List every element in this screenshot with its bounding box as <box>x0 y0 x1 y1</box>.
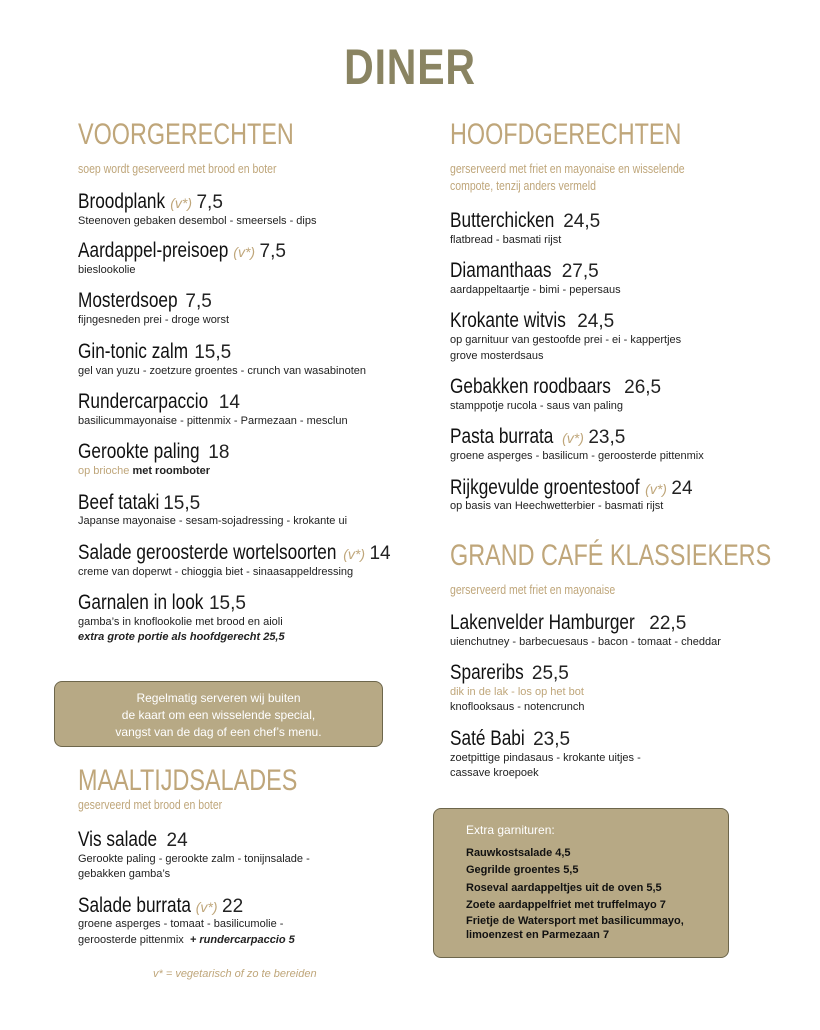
item-name: Spareribs <box>450 660 524 684</box>
item-desc: zoetpittige pindasaus - krokante uitjes - <box>450 751 641 764</box>
veg-marker: (v*) <box>645 480 667 497</box>
item-desc: basilicummayonaise - pittenmix - Parmezaan - mesclun <box>78 414 348 427</box>
menu-item <box>450 727 780 782</box>
voorgerechten-title: VOORGERECHTEN <box>78 118 294 151</box>
item-desc: stamppotje rucola - saus van paling <box>450 399 624 412</box>
menu-item <box>450 259 780 298</box>
item-desc-gold: dik in de lak - los op het bot <box>450 685 584 698</box>
menu-item <box>78 591 423 646</box>
vegetarian-footnote: v* = vegetarisch of zo te bereiden <box>153 968 317 980</box>
menu-item <box>78 190 423 229</box>
item-name: Garnalen in look <box>78 591 204 615</box>
item-desc: groene asperges - tomaat - basilicumolie - <box>78 918 284 931</box>
item-name: Aardappel-preisoep <box>78 239 229 263</box>
item-price: 15,5 <box>208 593 246 615</box>
hoofdgerechten-title: HOOFDGERECHTEN <box>450 118 682 151</box>
extras-item: Rauwkostsalade 4,5 <box>466 847 571 859</box>
menu-item <box>78 541 423 580</box>
item-price: 15,5 <box>194 341 232 363</box>
extras-title: Extra garnituren: <box>466 823 555 837</box>
klassiekers-title: GRAND CAFÉ KLASSIEKERS <box>450 538 772 572</box>
menu-item <box>450 209 780 248</box>
item-name: Krokante witvis <box>450 309 566 333</box>
item-price: 23,5 <box>533 728 571 750</box>
item-name: Gebakken roodbaars <box>450 374 611 398</box>
veg-marker: (v*) <box>170 194 193 211</box>
menu-item <box>450 425 780 464</box>
item-name: Gin-tonic zalm <box>78 339 189 363</box>
item-desc: met roomboter <box>132 465 211 478</box>
item-price: 15,5 <box>163 492 201 514</box>
veg-marker: (v*) <box>233 244 256 261</box>
menu-item <box>78 491 423 530</box>
menu-item <box>78 390 423 429</box>
item-desc: grove mosterdsaus <box>450 349 544 362</box>
special-line: vangst van de dag of een chef’s menu. <box>115 724 322 739</box>
item-name: Salade burrata <box>78 893 191 917</box>
item-name: Pasta burrata <box>450 425 554 449</box>
item-desc: Gerookte paling - gerookte zalm - tonijnsalade - <box>78 852 310 865</box>
item-desc: groene asperges - basilicum - geroosterde pittenmix <box>450 450 704 463</box>
item-price: 24,5 <box>577 311 615 333</box>
item-price: 22 <box>222 895 244 917</box>
veg-marker: (v*) <box>562 430 584 447</box>
extras-item: limoenzest en Parmezaan 7 <box>466 929 610 942</box>
item-desc: op garnituur van gestoofde prei - ei - kappertjes <box>450 334 682 347</box>
item-name: Broodplank <box>78 189 166 213</box>
menu-item <box>78 239 423 278</box>
item-desc: Steenoven gebaken desembol - smeersels - dips <box>78 214 317 227</box>
item-desc-gold: op brioche <box>78 465 130 478</box>
right-column <box>450 118 780 781</box>
item-price: 25,5 <box>531 662 569 684</box>
menu-item <box>450 309 780 364</box>
maaltijdsalades-title: MAALTIJDSALADES <box>78 764 298 797</box>
item-price: 24,5 <box>563 210 601 232</box>
special-notice-box <box>54 681 383 747</box>
hoofdgerechten-note: compote, tenzij anders vermeld <box>450 178 596 193</box>
left-column <box>78 118 423 646</box>
item-desc: gebakken gamba’s <box>78 868 171 881</box>
menu-item <box>78 894 423 949</box>
item-price: 18 <box>208 442 230 464</box>
item-price: 24 <box>166 829 188 851</box>
item-desc: gamba’s in knoflookolie met brood en aioli <box>78 616 283 629</box>
item-desc: gel van yuzu - zoetzure groentes - crunch van wasabinoten <box>78 364 366 377</box>
veg-marker: (v*) <box>195 898 218 915</box>
item-desc: fijngesneden prei - droge worst <box>78 314 230 327</box>
item-desc: creme van doperwt - chioggia biet - sinaasappeldressing <box>78 565 354 578</box>
item-price: 27,5 <box>561 261 599 283</box>
item-name: Rundercarpaccio <box>78 390 209 413</box>
hoofdgerechten-note: gerserveerd met friet en mayonaise en wisselende <box>450 162 685 176</box>
item-name: Gerookte paling <box>78 440 200 464</box>
item-desc-extra: + rundercarpaccio 5 <box>189 933 295 946</box>
item-name: Diamanthaas <box>450 259 552 283</box>
extras-item: Frietje de Watersport met basilicummayo, <box>466 915 684 928</box>
item-price: 7,5 <box>259 241 286 263</box>
item-name: Lakenvelder Hamburger <box>450 610 635 634</box>
item-desc: flatbread - basmati rijst <box>450 233 562 246</box>
item-name: Salade geroosterde wortelsoorten <box>78 540 337 564</box>
item-desc: uienchutney - barbecuesaus - bacon - tomaat - cheddar <box>450 635 721 648</box>
item-desc: cassave kroepoek <box>450 766 539 779</box>
extras-item: Roseval aardappeltjes uit de oven 5,5 <box>466 881 662 894</box>
special-line: Regelmatig serveren wij buiten <box>136 691 301 705</box>
item-price: 22,5 <box>649 612 687 634</box>
item-price: 7,5 <box>185 291 212 313</box>
menu-item <box>78 440 423 479</box>
menu-item <box>450 375 780 414</box>
extras-box <box>433 808 729 958</box>
maaltijdsalades-note: geserveerd met brood en boter <box>78 798 223 812</box>
item-name: Vis salade <box>78 827 158 851</box>
extras-item: Gegrilde groentes 5,5 <box>466 864 579 877</box>
item-name: Beef tataki <box>78 490 160 514</box>
extras-item: Zoete aardappelfriet met truffelmayo 7 <box>466 898 666 911</box>
klassiekers-note: gerserveerd met friet en mayonaise <box>450 582 616 597</box>
item-name: Saté Babi <box>450 726 525 750</box>
item-desc: knoflooksaus - notencrunch <box>450 701 585 714</box>
item-desc: geroosterde pittenmix <box>78 933 184 946</box>
item-price: 7,5 <box>196 191 223 213</box>
item-price: 14 <box>369 542 391 564</box>
item-name: Rijkgevulde groentestoof <box>450 475 640 499</box>
item-price: 26,5 <box>624 376 662 398</box>
item-desc: bieslookolie <box>78 264 136 277</box>
item-desc-extra: extra grote portie als hoofdgerecht 25,5 <box>78 631 285 644</box>
item-price: 24 <box>671 477 693 499</box>
item-desc: Japanse mayonaise - sesam-sojadressing - krokante ui <box>78 515 348 528</box>
menu-item <box>78 340 423 379</box>
item-name: Mosterdsoep <box>78 289 178 313</box>
maaltijdsalades-section <box>78 764 423 948</box>
menu-item <box>78 289 423 328</box>
item-price: 23,5 <box>588 427 626 449</box>
menu-item <box>450 611 780 650</box>
item-desc: op basis van Heechwetterbier - basmati rijst <box>450 500 664 513</box>
veg-marker: (v*) <box>343 545 365 562</box>
menu-item <box>450 661 780 716</box>
menu-item <box>78 828 423 883</box>
page-title: DINER <box>344 39 476 95</box>
item-name: Butterchicken <box>450 208 555 232</box>
item-desc: aardappeltaartje - bimi - pepersaus <box>450 283 621 296</box>
menu-item <box>450 476 780 515</box>
item-price: 14 <box>218 392 240 413</box>
special-line: de kaart om een wisselende special, <box>121 707 316 722</box>
voorgerechten-note: soep wordt geserveerd met brood en boter <box>78 162 277 176</box>
